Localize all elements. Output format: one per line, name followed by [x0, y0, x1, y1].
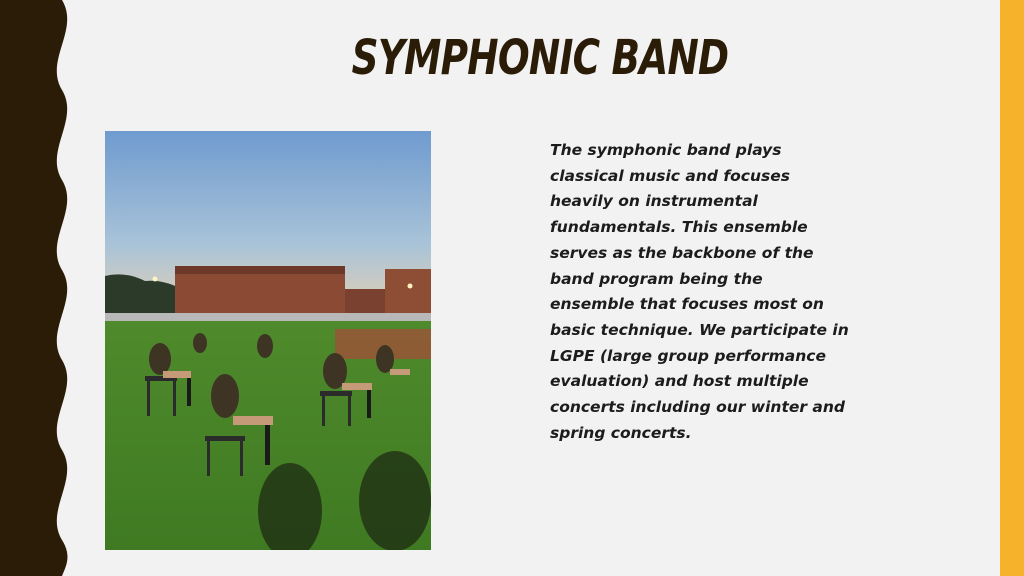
wavy-left-border — [0, 0, 80, 576]
band-photo — [105, 131, 431, 550]
slide-body-text: The symphonic band plays classical music and focuses heavily on instrumental fundamentals. This ensemble serves as the backbone of the band program being the ensemble that focuses most on basic technique. We participate in LGPE (large group performance evaluation) and host multiple concerts including our winter and spring concerts. — [550, 141, 849, 442]
right-accent-bar — [1000, 0, 1024, 576]
slide-title: SYMPHONIC BAND — [351, 30, 729, 86]
